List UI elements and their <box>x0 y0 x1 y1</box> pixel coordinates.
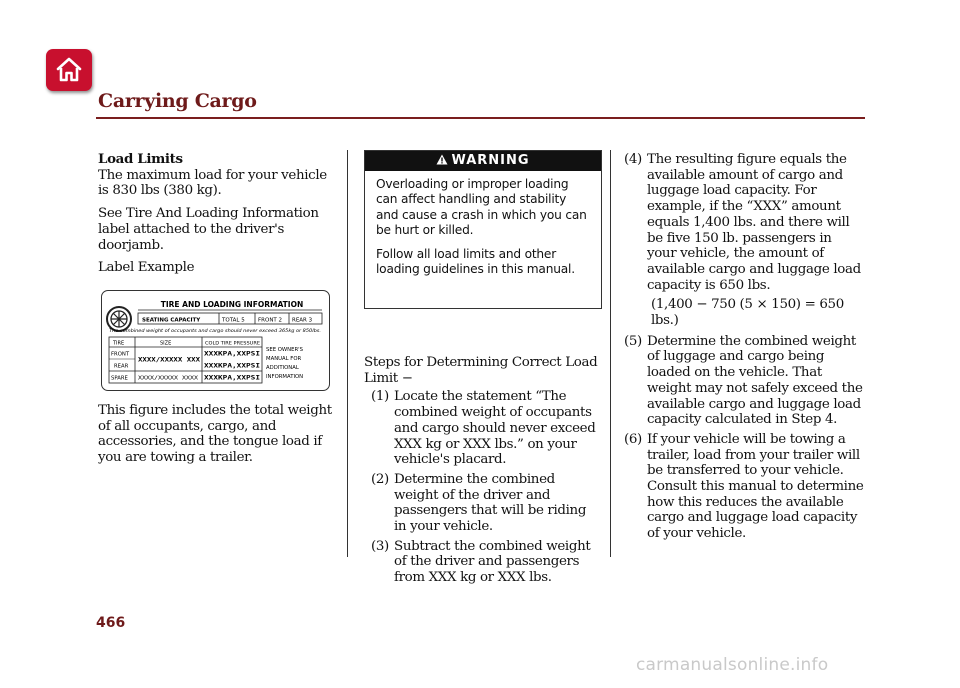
label-row-spare-pressure: XXXKPA,XXPSI <box>204 374 261 382</box>
page-number: 466 <box>96 615 126 631</box>
step-5-text: Determine the combined weight of luggage and cargo being loaded on the vehicle. That weight may not safely exceed the available cargo and luggage load capacity calculated in Step 4. <box>647 333 863 428</box>
step-4-example: (1,400 − 750 (5 × 150) = 650 lbs.) <box>651 297 844 329</box>
step-3 <box>371 539 602 586</box>
step-5-number: (5) <box>624 333 642 349</box>
tire-loading-label <box>101 290 330 391</box>
step-5 <box>624 334 864 428</box>
label-owner-line-3: ADDITIONAL <box>266 365 299 371</box>
warning-header <box>365 151 601 171</box>
section-title: Carrying Cargo <box>98 90 257 112</box>
step-2 <box>371 472 602 535</box>
label-front: FRONT 2 <box>258 317 283 324</box>
home-button[interactable] <box>46 49 92 91</box>
warning-body <box>365 171 601 278</box>
step-1-text: Locate the statement “The combined weight of occupants and cargo should never exceed XXX kg or XXX lbs.” on your vehicle's placard. <box>394 389 596 468</box>
label-col-size: SIZE <box>160 340 172 347</box>
column-1 <box>98 152 333 283</box>
step-6-number: (6) <box>624 431 642 447</box>
label-combined-weight: The combined weight of occupants and cargo should never exceed 365kg or 850lbs. <box>109 329 308 334</box>
warning-paragraph-1: Overloading or improper loading can affect handling and stability and cause a crash in which you can be hurt or killed. <box>376 177 587 237</box>
step-2-text: Determine the combined weight of the driver and passengers that will be riding in your vehicle. <box>394 471 587 535</box>
label-row-front-size: XXXX/XXXXX XXX <box>138 356 201 364</box>
label-owner-line-4: INFORMATION <box>266 374 304 380</box>
title-rule <box>96 117 865 119</box>
step-3-number: (3) <box>371 538 389 554</box>
step-2-number: (2) <box>371 471 389 487</box>
label-example-caption: Label Example <box>98 260 195 276</box>
watermark: carmanualsonline.info <box>636 655 829 675</box>
warning-box <box>364 150 602 309</box>
step-6-text: If your vehicle will be towing a trailer, load from your trailer will be transferred to your vehicle. Consult this manual to determine how this reduces the available cargo and luggage load capacity of your vehicle. <box>647 431 864 542</box>
label-col-pressure: COLD TIRE PRESSURE <box>205 341 256 347</box>
warning-title: WARNING <box>451 153 530 168</box>
step-4 <box>624 152 864 293</box>
label-row-front-tire: FRONT <box>111 351 130 358</box>
label-total: TOTAL 5 <box>222 317 245 324</box>
label-location-paragraph: See Tire And Loading Information label attached to the driver's doorjamb. <box>98 206 319 253</box>
load-limits-paragraph: The maximum load for your vehicle is 830 lbs (380 kg). <box>98 167 327 199</box>
total-weight-paragraph: This figure includes the total weight of all occupants, cargo, and accessories, and the tongue load if you are towing a trailer. <box>98 403 332 466</box>
column-2 <box>364 355 602 590</box>
label-row-rear-pressure: XXXKPA,XXPSI <box>204 362 261 370</box>
column-divider-2 <box>610 150 611 557</box>
label-row-rear-tire: REAR <box>114 363 129 370</box>
label-row-front-pressure: XXXKPA,XXPSI <box>204 350 261 358</box>
steps-heading: Steps for Determining Correct Load Limit − <box>364 355 598 386</box>
step-6 <box>624 432 864 542</box>
label-row-spare-tire: SPARE <box>111 375 128 382</box>
step-4-number: (4) <box>624 152 642 167</box>
label-owner-line-1: SEE OWNER'S <box>266 347 303 353</box>
step-4-text: The resulting figure equals the available amount of cargo and luggage load capacity. For example, if the “XXX” amount equals 1,400 lbs. and there will be five 150 lb. passengers in your vehicle, the amount of available cargo and luggage load capacity is 650 lbs. <box>647 152 861 293</box>
label-row-spare-size: XXXX/XXXXX XXXX <box>138 375 199 382</box>
column-1-bottom <box>98 403 338 473</box>
step-3-text: Subtract the combined weight of the driver and passengers from XXX kg or XXX lbs. <box>394 538 591 586</box>
step-1-number: (1) <box>371 389 389 405</box>
tire-icon <box>107 307 131 331</box>
label-col-tire: TIRE <box>113 340 125 347</box>
label-title: TIRE AND LOADING INFORMATION <box>160 300 304 309</box>
warning-icon <box>436 154 448 165</box>
label-rear: REAR 3 <box>292 317 313 324</box>
home-icon <box>55 56 83 84</box>
step-1 <box>371 389 602 468</box>
column-divider-1 <box>347 150 348 557</box>
warning-paragraph-2: Follow all load limits and other loading guidelines in this manual. <box>376 247 575 277</box>
label-owner-line-2: MANUAL FOR <box>266 356 302 362</box>
load-limits-heading: Load Limits <box>98 151 183 167</box>
label-seating-capacity: SEATING CAPACITY <box>142 317 201 324</box>
tire-loading-label-figure <box>102 291 329 390</box>
column-3 <box>624 152 864 546</box>
